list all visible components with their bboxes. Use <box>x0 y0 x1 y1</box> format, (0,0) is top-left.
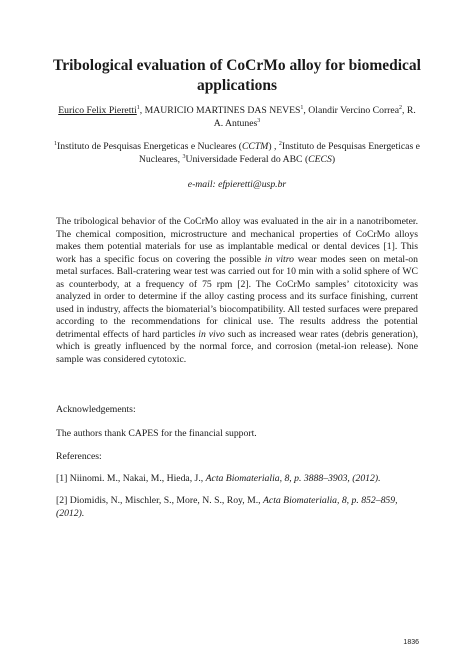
affiliation-mark: 2 <box>278 140 282 147</box>
page-number: 1836 <box>403 639 419 646</box>
reference-authors: [2] Diomidis, N., Mischler, S., More, N. S., Roy, M., <box>56 495 263 506</box>
affiliation-abbr: CCTM <box>241 141 269 152</box>
reference-authors: [1] Niinomi. M., Nakai, M., Hieda, J., <box>56 473 206 484</box>
author-name: Olandir Vercino Correa <box>308 105 400 116</box>
author-list: Eurico Felix Pieretti$^1$, MAURICIO MARTINES DAS NEVES$^1$, Olandir Vercino Correa$^2$, R. A. Antunes$^3$ <box>58 104 416 129</box>
author-affiliation-mark: 1 <box>300 104 304 111</box>
author-affiliation-mark: 2 <box>399 104 403 111</box>
abstract-text: The tribological behavior of the CoCrMo alloy was evaluated in the air in a nanotribometer. The chemical composition, microstructure and mechanical properties of CoCrMo alloys makes them potential materials for use as implantable medical or dental devices [1]. This work has a specific focus on covering the possible <box>56 216 418 265</box>
affiliation-abbr: CECS <box>308 154 332 165</box>
author-name: MAURICIO MARTINES DAS NEVES <box>144 105 301 116</box>
author-affiliation-mark: 3 <box>257 117 261 124</box>
abstract-emphasis: in vivo <box>198 328 225 340</box>
reference-source: Acta Biomaterialia, 8, p. 852–859, (2012). <box>56 495 398 519</box>
abstract-text: such as increased wear rates (debris generation), which is greatly influenced by the normal force, and corrosion (metal-ion release). None sample was considered cytotoxic. <box>56 328 418 365</box>
acknowledgements-text: The authors thank CAPES for the financial support. <box>56 428 257 439</box>
affiliation-name: Universidade Federal do ABC <box>185 154 303 165</box>
affiliation-mark: 1 <box>54 140 58 147</box>
author-name: R. A. Antunes <box>213 105 416 129</box>
reference-item <box>56 472 418 485</box>
author-name: Eurico Felix Pieretti <box>58 105 137 116</box>
abstract-text: wear modes seen on metal-on metal surfaces. Ball-cratering wear test was carried out for 10 min with a solid sphere of WC as counterbody, at a frequency of 75 rpm [2]. The CoCrMo samples’ citotoxicity was analyzed in order to determine if the alloy casting process and its surface finishing, current used in industry, affects the biomaterial’s biocompatibility. All tested surfaces were prepared according to the recommendations for clinical use. The results address the potential detrimental effects of hard particles <box>56 253 418 340</box>
affiliation-name: Instituto de Pesquisas Energeticas e Nucleares <box>138 141 420 165</box>
contact-email: e-mail: efpieretti@usp.br <box>187 179 287 190</box>
reference-source: Acta Biomaterialia, 8, p. 3888–3903, (2012). <box>205 473 381 484</box>
references-heading: References: <box>56 451 102 462</box>
affiliation-list: $^1$Instituto de Pesquisas Energeticas e Nucleares (CCTM) , $^2$Instituto de Pesquisas Energeticas e Nucleares, $^3$Universidade Federal do ABC (CECS) <box>54 140 420 165</box>
affiliation-name: Instituto de Pesquisas Energeticas e Nucleares <box>57 141 237 152</box>
reference-item <box>56 494 418 520</box>
acknowledgements-heading: Acknowledgements: <box>56 404 136 415</box>
author-affiliation-mark: 1 <box>136 104 140 111</box>
paper-title: Tribological evaluation of CoCrMo alloy for biomedical applications <box>53 57 421 94</box>
affiliation-mark: 3 <box>182 153 186 160</box>
abstract-emphasis: in vitro <box>264 253 294 265</box>
abstract-paragraph <box>56 216 418 366</box>
